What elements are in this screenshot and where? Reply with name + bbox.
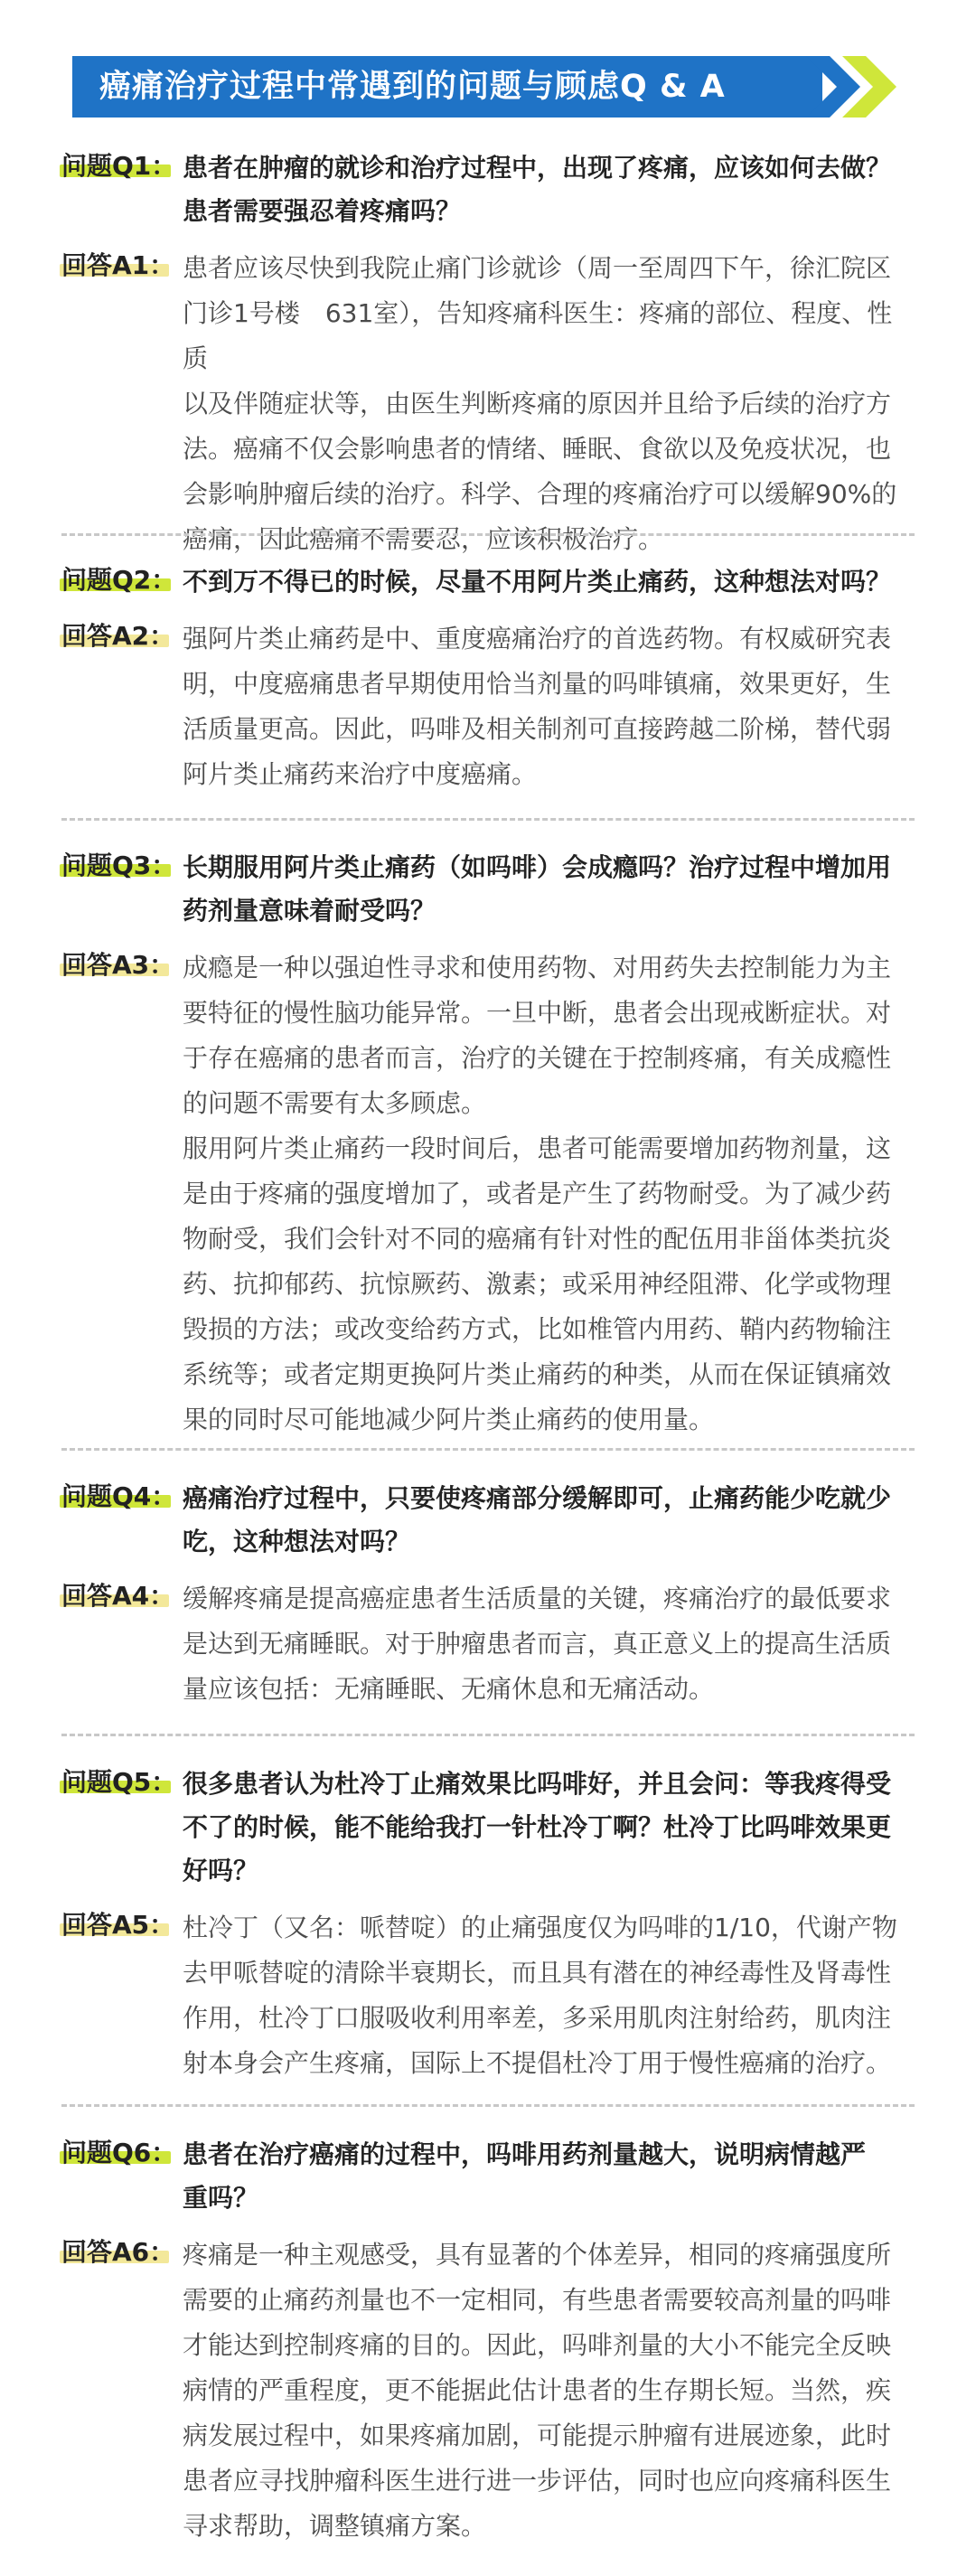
answer-text: 疼痛是一种主观感受，具有显著的个体差异，相同的疼痛强度所 需要的止痛药剂量也不一定相同，有些患者需要较高剂量的吗啡 才能达到控制疼痛的目的。因此，吗啡剂量的大小不能完全反映 病情的严重程度，更不能据此估计患者的生存期长短。当然，疾 病发展过程中，如果疼痛加剧，可能提示肿瘤有进展迹象，此时 患者应寻找肿瘤科医生进行进一步评估，同时也应向疼痛科医生 寻求帮助，调整镇痛方案。 <box>183 2240 892 2541</box>
section-divider <box>61 2104 915 2107</box>
question-row <box>61 2133 916 2220</box>
question-row <box>61 1477 916 1564</box>
answer-row <box>61 945 916 1443</box>
question-text: 癌痛治疗过程中，只要使疼痛部分缓解即可，止痛药能少吃就少 吃，这种想法对吗？ <box>183 1483 892 1556</box>
section-divider <box>61 1448 915 1451</box>
answer-text: 缓解疼痛是提高癌症患者生活质量的关键，疼痛治疗的最低要求 是达到无痛睡眠。对于肿瘤患者而言，真正意义上的提高生活质 量应该包括：无痛睡眠、无痛休息和无痛活动。 <box>183 1584 892 1704</box>
qa-item-1 <box>61 146 916 562</box>
question-row <box>61 146 916 233</box>
question-label: 问题Q1： <box>61 151 177 181</box>
question-text: 很多患者认为杜冷丁止痛效果比吗啡好，并且会问：等我疼得受 不了的时候，能不能给我打一针杜冷丁啊？杜冷丁比吗啡效果更 好吗？ <box>183 1769 892 1885</box>
qa-item-4 <box>61 1477 916 1712</box>
question-row <box>61 846 916 933</box>
answer-text: 强阿片类止痛药是中、重度癌痛治疗的首选药物。有权威研究表 明，中度癌痛患者早期使用恰当剂量的吗啡镇痛，效果更好，生 活质量更高。因此，吗啡及相关制剂可直接跨越二阶梯，替代弱 阿片类止痛药来治疗中度癌痛。 <box>183 624 892 789</box>
question-text: 患者在治疗癌痛的过程中，吗啡用药剂量越大，说明病情越严 重吗？ <box>183 2139 867 2213</box>
question-row <box>61 560 916 604</box>
section-divider <box>61 1734 915 1736</box>
qa-item-5 <box>61 1763 916 2086</box>
question-label: 问题Q5： <box>61 1767 177 1797</box>
answer-text: 患者应该尽快到我院止痛门诊就诊（周一至周四下午，徐汇院区 门诊1号楼 631室），告知疼痛科医生：疼痛的部位、程度、性质 以及伴随症状等，由医生判断疼痛的原因并且给予后续的治疗方 法。癌痛不仅会影响患者的情绪、睡眠、食欲以及免疫状况，也 会影响肿瘤后续的治疗。科学、合理的疼痛治疗可以缓解90%的 癌痛，因此癌痛不需要忍，应该积极治疗。 <box>183 253 897 554</box>
qa-item-2 <box>61 560 916 797</box>
answer-row <box>61 1576 916 1712</box>
answer-row <box>61 616 916 797</box>
answer-row <box>61 246 916 562</box>
question-text: 长期服用阿片类止痛药（如吗啡）会成瘾吗？治疗过程中增加用 药剂量意味着耐受吗？ <box>183 852 892 926</box>
answer-label: 回答A1： <box>61 250 175 280</box>
qa-item-3 <box>61 846 916 1443</box>
chevron-right-icon <box>842 56 896 118</box>
question-row <box>61 1763 916 1893</box>
answer-text: 杜冷丁（又名：哌替啶）的止痛强度仅为吗啡的1/10，代谢产物 去甲哌替啶的清除半衰期长，而且具有潜在的神经毒性及肾毒性 作用，杜冷丁口服吸收利用率差，多采用肌肉注射给药，肌肉注 射本身会产生疼痛，国际上不提倡杜冷丁用于慢性癌痛的治疗。 <box>183 1913 897 2078</box>
answer-label: 回答A4： <box>61 1581 175 1611</box>
question-label: 问题Q2： <box>61 565 177 595</box>
answer-label: 回答A3： <box>61 950 175 980</box>
qa-item-6 <box>61 2133 916 2549</box>
page-title: 癌痛治疗过程中常遇到的问题与顾虑Q & A <box>99 69 726 105</box>
question-label: 问题Q6： <box>61 2138 177 2167</box>
answer-label: 回答A5： <box>61 1910 175 1940</box>
answer-row <box>61 2233 916 2549</box>
answer-label: 回答A2： <box>61 621 175 651</box>
answer-text: 成瘾是一种以强迫性寻求和使用药物、对用药失去控制能力为主 要特征的慢性脑功能异常。一旦中断，患者会出现戒断症状。对 于存在癌痛的患者而言，治疗的关键在于控制疼痛，有关成瘾性 的问题不需要有太多顾虑。 服用阿片类止痛药一段时间后，患者可能需要增加药物剂量，这 是由于疼痛的强度增加了，或者是产生了药物耐受。为了减少药 物耐受，我们会针对不同的癌痛有针对性的配伍用非甾体类抗炎 药、抗抑郁药、抗惊厥药、激素；或采用神经阻滞、化学或物理 毁损的方法；或改变给药方式，比如椎管内用药、鞘内药物输注 系统等；或者定期更换阿片类止痛药的种类，从而在保证镇痛效 果的同时尽可能地减少阿片类止痛药的使用量。 <box>183 953 892 1434</box>
section-divider <box>61 818 915 821</box>
question-text: 不到万不得已的时候，尽量不用阿片类止痛药，这种想法对吗？ <box>183 567 892 597</box>
header-banner <box>72 56 904 118</box>
answer-label: 回答A6： <box>61 2237 175 2267</box>
question-text: 患者在肿瘤的就诊和治疗过程中，出现了疼痛，应该如何去做？ 患者需要强忍着疼痛吗？ <box>183 153 892 226</box>
answer-row <box>61 1905 916 2086</box>
section-divider <box>61 533 915 536</box>
question-label: 问题Q3： <box>61 851 177 880</box>
question-label: 问题Q4： <box>61 1481 177 1511</box>
